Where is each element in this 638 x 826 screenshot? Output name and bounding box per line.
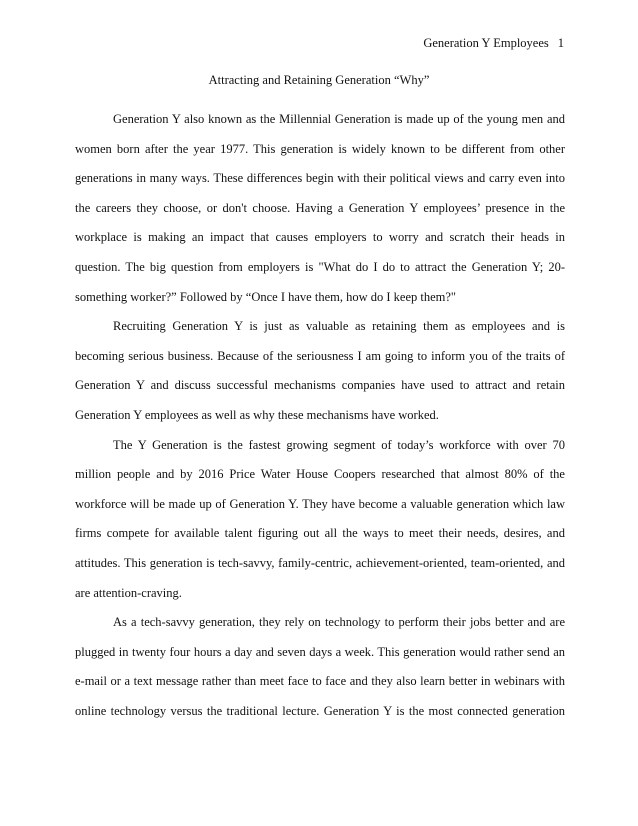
text-line: becoming serious business. Because of the seriousness I am going to inform you of the traits of (75, 348, 565, 363)
running-head-text: Generation Y Employees (423, 36, 549, 50)
running-head (423, 36, 564, 51)
text-line: As a tech-savvy generation, they rely on technology to perform their jobs better and are (113, 615, 565, 630)
page-number: 1 (557, 36, 564, 50)
paragraph-4 (75, 611, 565, 729)
document-title: Attracting and Retaining Generation “Why” (208, 73, 430, 87)
text-line: are attention-craving. (75, 585, 182, 600)
document-body (75, 108, 565, 729)
text-line: e-mail or a text message rather than meet face to face and they also learn better in webinars with (75, 674, 565, 689)
text-line: Recruiting Generation Y is just as valuable as retaining them as employees and is (113, 319, 565, 334)
text-line: question. The big question from employers is "What do I do to attract the Generation Y; 20- (75, 259, 565, 274)
text-line: the careers they choose, or don't choose. Having a Generation Y employees’ presence in the (75, 200, 565, 215)
text-line: workplace is making an impact that causes employers to worry and scratch their heads in (75, 230, 565, 245)
text-line: workforce will be made up of Generation Y. They have become a valuable generation which law (75, 496, 565, 511)
paragraph-1 (75, 108, 565, 315)
text-line: firms compete for available talent figuring out all the ways to meet their needs, desires, and (75, 526, 565, 541)
text-line: something worker?” Followed by “Once I have them, how do I keep them?" (75, 289, 457, 304)
text-line: The Y Generation is the fastest growing segment of today’s workforce with over 70 (113, 437, 565, 452)
text-line: Generation Y and discuss successful mechanisms companies have used to attract and retain (75, 378, 565, 393)
text-line: Generation Y also known as the Millennial Generation is made up of the young men and (113, 112, 565, 126)
text-line: plugged in twenty four hours a day and seven days a week. This generation would rather send an (75, 644, 565, 659)
text-line: generations in many ways. These differences begin with their political views and carry even into (75, 171, 565, 186)
text-line: attitudes. This generation is tech-savvy, family-centric, achievement-oriented, team-oriented, and (75, 555, 565, 570)
text-line: women born after the year 1977. This generation is widely known to be different from other (75, 141, 565, 156)
text-line: online technology versus the traditional lecture. Generation Y is the most connected generation (75, 703, 565, 718)
paragraph-2 (75, 315, 565, 433)
text-line: Generation Y employees as well as why these mechanisms have worked. (75, 407, 439, 422)
text-line: million people and by 2016 Price Water House Coopers researched that almost 80% of the (75, 467, 565, 482)
paragraph-3 (75, 434, 565, 612)
